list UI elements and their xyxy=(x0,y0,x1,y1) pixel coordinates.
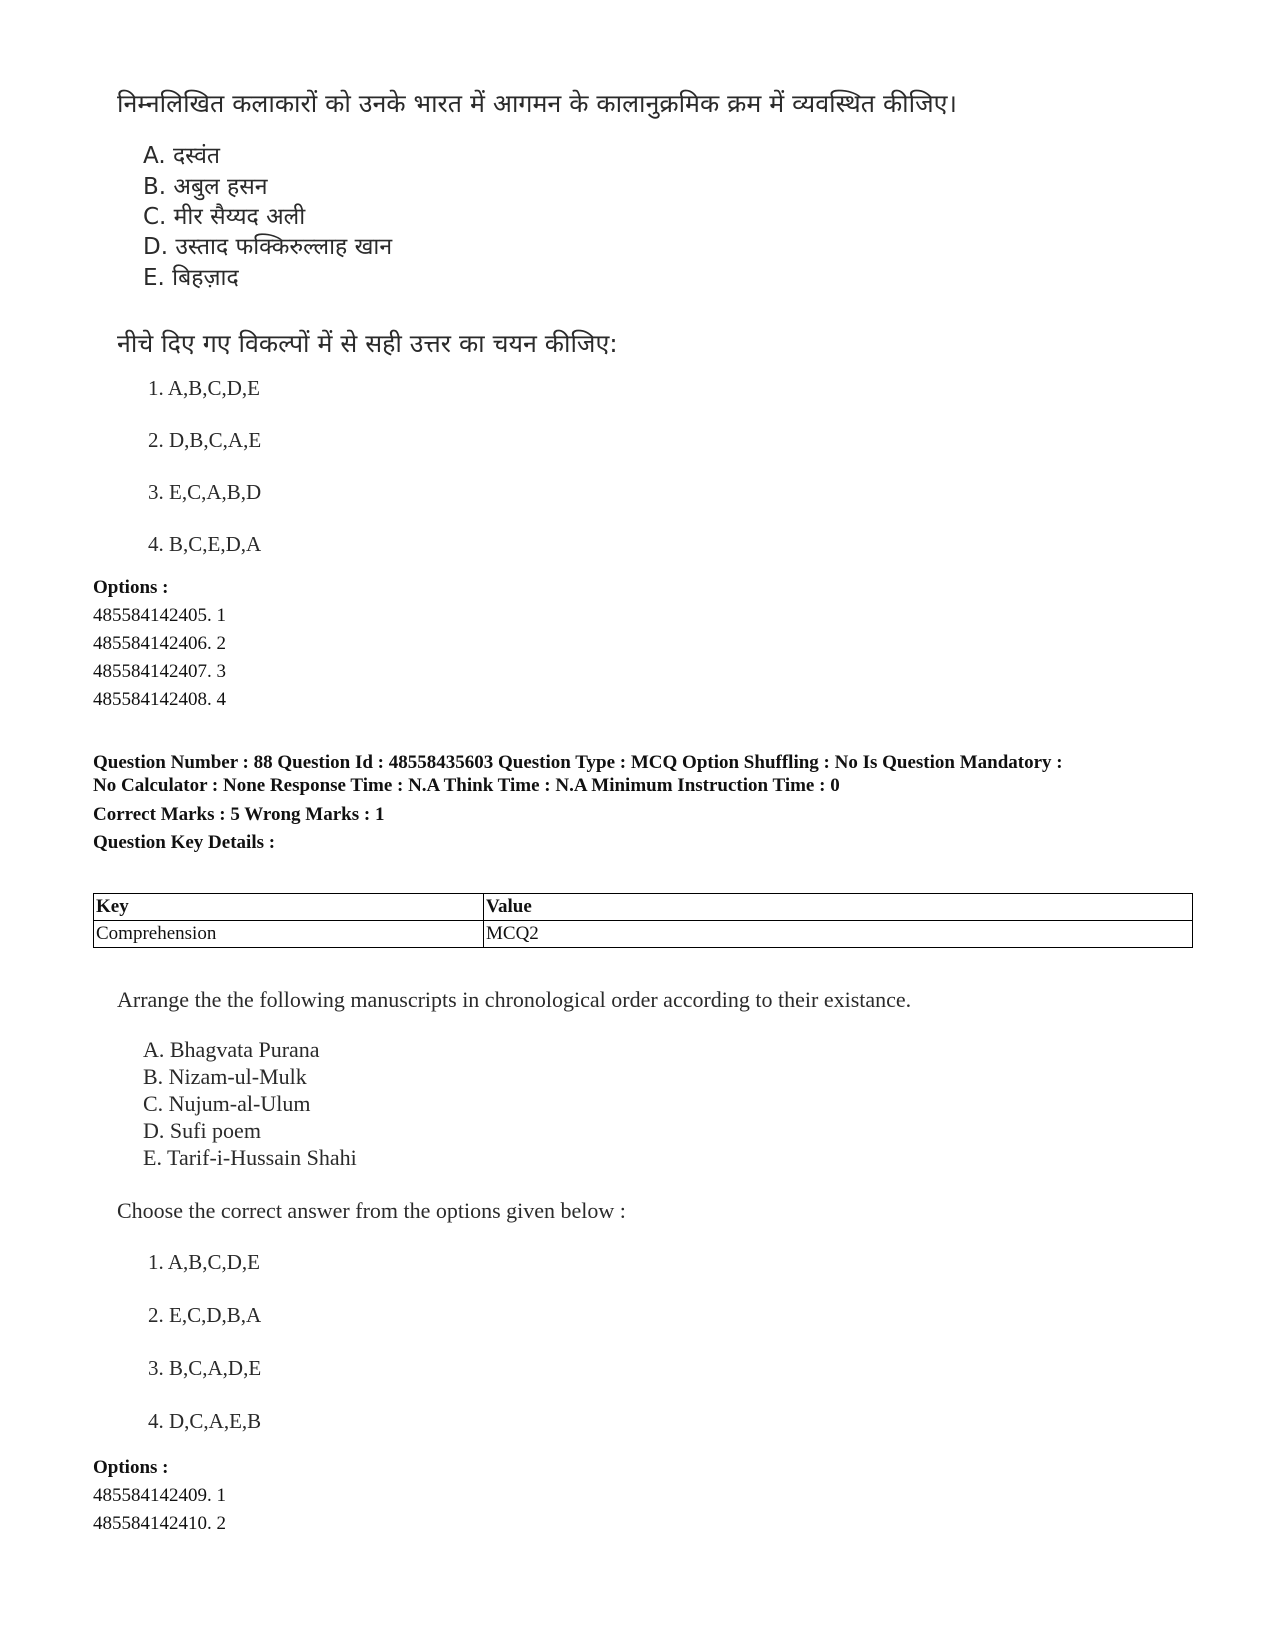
q88-item-e: E. Tarif-i-Hussain Shahi xyxy=(143,1145,357,1170)
q88-item-d: D. Sufi poem xyxy=(143,1118,261,1143)
q87-choice-1: 1. A,B,C,D,E xyxy=(148,376,261,400)
q88-choice-1: 1. A,B,C,D,E xyxy=(148,1250,261,1274)
q88-choice-4: 4. D,C,A,E,B xyxy=(148,1409,262,1433)
q87-item-b: B. अबुल हसन xyxy=(143,174,268,200)
table-header-row xyxy=(94,894,1193,921)
q88-item-c: C. Nujum-al-Ulum xyxy=(143,1091,311,1116)
q87-item-a: A. दस्वंत xyxy=(143,143,221,169)
q87-options-label: Options : xyxy=(93,577,169,598)
q87-option-1: 485584142405. 1 xyxy=(93,605,226,626)
q87-option-3: 485584142407. 3 xyxy=(93,661,226,682)
q87-item-d: D. उस्ताद फक्किरुल्लाह खान xyxy=(143,234,393,260)
q88-options-label: Options : xyxy=(93,1457,169,1478)
q88-item-a: A. Bhagvata Purana xyxy=(143,1037,320,1062)
table-cell-key: Comprehension xyxy=(94,921,484,948)
q87-stem: निम्नलिखित कलाकारों को उनके भारत में आगमन के कालानुक्रमिक क्रम में व्यवस्थित कीजिए। xyxy=(117,89,957,118)
q87-choice-4: 4. B,C,E,D,A xyxy=(148,532,262,556)
q88-item-b: B. Nizam-ul-Mulk xyxy=(143,1064,307,1089)
table-header-value: Value xyxy=(484,894,1193,921)
q88-meta-line-2: No Calculator : None Response Time : N.A Think Time : N.A Minimum Instruction Time : 0 xyxy=(93,775,840,796)
q88-instruction: Choose the correct answer from the options given below : xyxy=(117,1198,626,1223)
q88-stem: Arrange the the following manuscripts in chronological order according to their existance. xyxy=(117,987,912,1012)
q88-option-2: 485584142410. 2 xyxy=(93,1513,226,1534)
q87-instruction: नीचे दिए गए विकल्पों में से सही उत्तर का चयन कीजिए: xyxy=(117,329,618,358)
q88-meta-line-1: Question Number : 88 Question Id : 48558435603 Question Type : MCQ Option Shuffling : No Is Question Mandatory : xyxy=(93,752,1063,773)
q88-key-details-label: Question Key Details : xyxy=(93,832,276,853)
table-cell-value: MCQ2 xyxy=(484,921,1193,948)
q88-marks: Correct Marks : 5 Wrong Marks : 1 xyxy=(93,804,385,825)
q88-choice-2: 2. E,C,D,B,A xyxy=(148,1303,262,1327)
question-key-table xyxy=(93,893,1193,948)
q87-option-4: 485584142408. 4 xyxy=(93,689,226,710)
q87-choice-2: 2. D,B,C,A,E xyxy=(148,428,262,452)
q87-item-c: C. मीर सैय्यद अली xyxy=(143,204,306,230)
q87-item-e: E. बिहज़ाद xyxy=(143,265,239,291)
table-header-key: Key xyxy=(94,894,484,921)
q87-option-2: 485584142406. 2 xyxy=(93,633,226,654)
q87-choice-3: 3. E,C,A,B,D xyxy=(148,480,262,504)
table-row xyxy=(94,921,1193,948)
q88-choice-3: 3. B,C,A,D,E xyxy=(148,1356,262,1380)
q88-option-1: 485584142409. 1 xyxy=(93,1485,226,1506)
